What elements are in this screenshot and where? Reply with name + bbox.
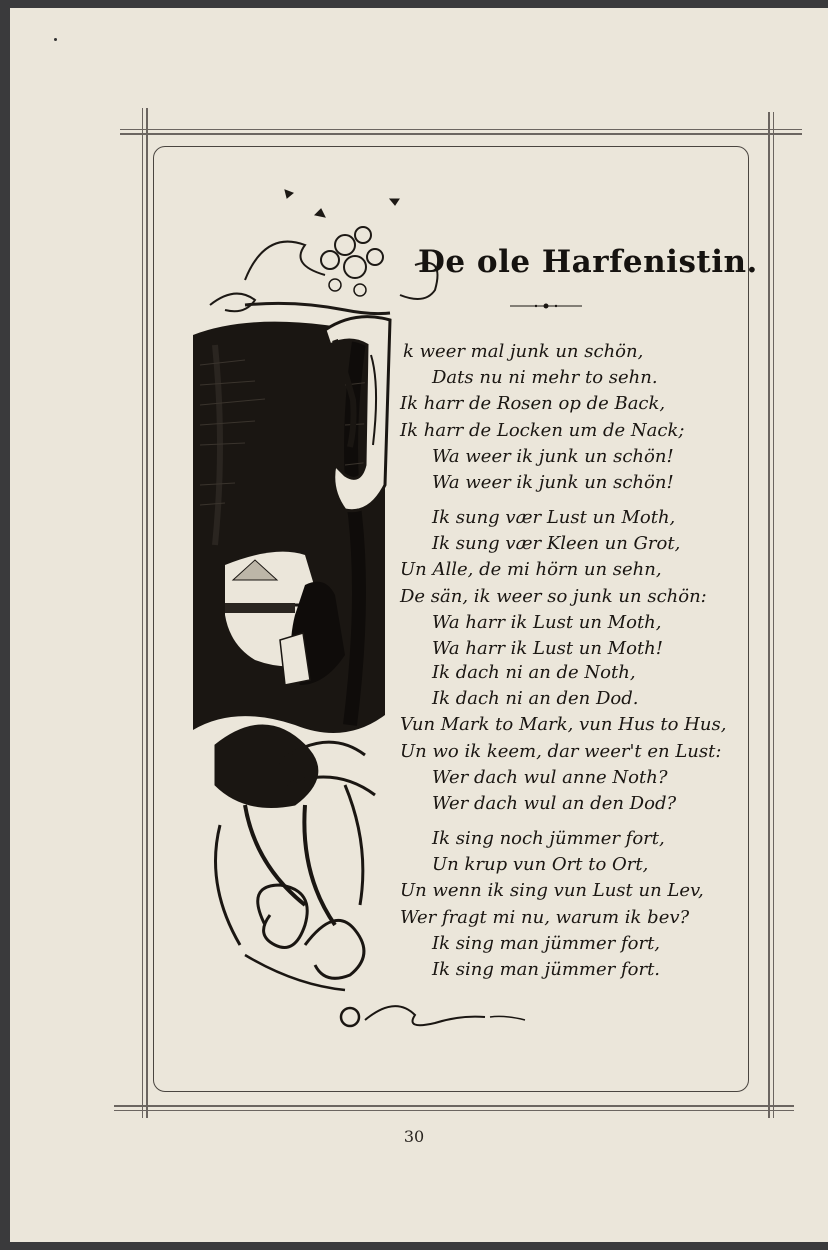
bottom-rule-inner <box>114 1110 794 1111</box>
poem-line: Un krup vun Ort to Ort, <box>432 854 649 876</box>
poem-line: Ik sung vær Lust un Moth, <box>432 507 676 528</box>
ink-speck <box>54 38 57 41</box>
poem-line: Ik sing man jümmer fort. <box>432 958 661 980</box>
left-rule <box>142 108 143 1118</box>
poem-line: Wa weer ik junk un schön! <box>432 445 674 467</box>
poem-line: Wa harr ik Lust un Moth, <box>432 611 662 633</box>
poem-line: Wa weer ik junk un schön! <box>432 471 674 493</box>
title-ornament <box>510 300 582 312</box>
poem-line: Ik harr de Rosen op de Back, <box>400 393 666 415</box>
poem-line: Un wo ik keem, dar weer't en Lust: <box>400 740 722 762</box>
poem-line: Ik sing noch jümmer fort, <box>432 828 665 849</box>
bouquet-ornament <box>210 190 438 343</box>
poem-line: Ik dach ni an den Dod. <box>432 688 639 710</box>
poem-line: Wa harr ik Lust un Moth! <box>432 637 664 659</box>
left-rule-inner <box>146 108 148 1118</box>
top-rule <box>120 129 802 130</box>
poem-line: Un wenn ik sing vun Lust un Lev, <box>400 880 704 902</box>
poem-line: Dats nu ni mehr to sehn. <box>432 367 658 389</box>
poem-line: k weer mal junk un schön, <box>403 341 644 362</box>
stanza-1 <box>400 339 730 496</box>
poem-line: Un Alle, de mi hörn un sehn, <box>400 559 662 581</box>
stanza-3 <box>400 660 730 817</box>
stanza-2 <box>400 505 730 662</box>
top-rule-inner <box>120 133 802 135</box>
poem-line: De sän, ik weer so junk un schön: <box>400 585 707 607</box>
poem-line: Wer fragt mi nu, warum ik bev? <box>400 906 690 928</box>
poem-title: De ole Harfenistin. <box>418 244 758 280</box>
right-rule-inner <box>773 112 774 1118</box>
poem-line: Ik dach ni an de Noth, <box>432 662 636 683</box>
poem-line: Wer dach wul an den Dod? <box>432 792 677 814</box>
poem-line: Wer dach wul anne Noth? <box>432 766 668 788</box>
stanza-4 <box>400 826 730 983</box>
poem-line: Ik sing man jümmer fort, <box>432 932 661 954</box>
forest-vignette <box>193 322 385 733</box>
poem-line: Ik harr de Locken um de Nack; <box>400 419 685 441</box>
poem-line: Ik sung vær Kleen un Grot, <box>432 533 681 555</box>
right-rule <box>768 112 770 1118</box>
poem-line: Vun Mark to Mark, vun Hus to Hus, <box>400 714 727 736</box>
page-number: 30 <box>403 1127 425 1146</box>
bottom-rule <box>114 1105 794 1107</box>
